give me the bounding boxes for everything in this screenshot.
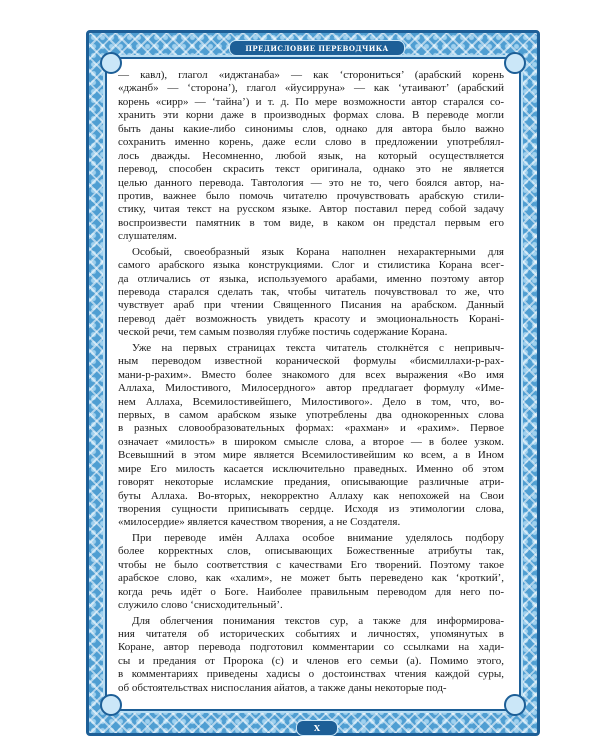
text-line: сохранить именно корень, даже если слово в предложении употреблял- — [118, 136, 504, 149]
text-line: ным переводом известной коранической формулы «бисмиллахи-р-рах- — [118, 355, 504, 368]
text-line: сы и предания от Пророка (с) и членов его семьи (а). Помимо этого, — [118, 654, 504, 667]
page-number: X — [313, 723, 321, 733]
text-line: мани-р-рахим». Вместо более знакомого для всех выражения «Во имя — [118, 368, 504, 381]
text-line: буты Аллаха. Во-вторых, некорректно Аллаху как непохожей на Свои — [118, 489, 504, 502]
text-line: когда речь идёт о Боге. Наиболее правильным переводом для него по- — [118, 585, 504, 598]
text-line: лось дважды. Несомненно, любой язык, на который осуществляется — [118, 149, 504, 162]
text-line: слушателям. — [118, 230, 177, 243]
text-line: служило слово ‘снисходительный’. — [118, 599, 283, 612]
text-line: означает «милость» в широком смысле слова, а второе — в более узком. — [118, 435, 504, 448]
corner-ornament — [504, 52, 526, 74]
paragraph — [118, 532, 504, 613]
text-line: корень «сирр» — ‘тайна’) и т. д. По мере возможности автор старался со- — [118, 95, 504, 108]
text-line: Уже на первых страницах текста читатель столкнётся с непривыч- — [132, 341, 504, 354]
running-header — [229, 40, 405, 56]
text-line: об обстоятельствах ниспослания айатов, а также даны некоторые под- — [118, 681, 447, 694]
text-line: творения сущности приписывать сердце. Исходя из этимологии слова, — [118, 503, 504, 515]
text-line: целью данного перевода. Тавтология — это не то, чего боялся автор, на- — [118, 176, 504, 189]
text-line: Особый, своеобразный язык Корана наполнен нехарактерными для — [132, 245, 504, 258]
text-line: перевода старался сделать так, чтобы читатель почувствовал то же, что — [118, 286, 504, 298]
paragraph — [118, 246, 504, 340]
text-line: самого арабского языка конструкциями. Слог и стилистика Корана всег- — [118, 259, 504, 272]
text-line: да отличались от языка, используемого арабами, именно поэтому автор — [118, 272, 504, 285]
text-line: чувствует араб при чтении Священного Писания на арабском. Данный — [118, 299, 504, 312]
paragraph — [118, 69, 504, 244]
text-line: в разных словообразовательных формах: «рахман» и «рахим». Первое — [118, 422, 504, 435]
text-line: нем Аллаха, Всемилостивейшего, Милостивого». Дело в том, что, во- — [118, 395, 504, 408]
text-line: в комментариях приведены хадисы о достоинствах чтения каждой суры, — [118, 668, 504, 681]
text-line: перевод даёт возможность увидеть красоту и эмоциональность Коранi- — [118, 312, 504, 325]
text-line: хранить эти корни даже в производных формах слова. В переводе могли — [118, 109, 504, 122]
text-line: быть даны какие-либо синонимы слов, однако для автора было важно — [118, 122, 504, 135]
text-line: мире Его милость касается исключительно праведных. Именно об этом — [118, 462, 504, 475]
text-line: чтобы не было соответствия с качествами Его творений. Поэтому такое — [118, 558, 504, 571]
text-line: ния читателя об исторических событиях и личностях, упомянутых в — [118, 627, 504, 640]
paragraph — [118, 615, 504, 696]
text-line: против, важнее было помочь читателю прочувствовать арабскую стили- — [118, 189, 504, 202]
text-line: «милосердие» является качеством творения, а не Создателя. — [118, 516, 401, 529]
text-line: стику, читая текст на русском языке. Автор поставил перед собой задачу — [118, 203, 504, 216]
running-header-title: ПРЕДИСЛОВИЕ ПЕРЕВОДЧИКА — [245, 43, 389, 53]
text-line: ческой речи, тем самым позволяя глубже постичь содержание Корана. — [118, 326, 448, 339]
corner-ornament — [504, 694, 526, 716]
page-number-badge — [296, 720, 338, 736]
body-text — [118, 69, 504, 697]
text-line: Для облегчения понимания текстов сур, а также для информирова- — [132, 614, 504, 627]
text-line: воспроизвести памятник в том виде, в каком он предстал первым его — [118, 216, 504, 229]
text-line: — кавл), глагол «иджтанаба» — как ‘сторониться’ (арабский корень — [118, 69, 504, 81]
corner-ornament — [100, 694, 122, 716]
text-line: Всевышний в этом мире является Всемилостивейшим ко всем, а в Ином — [118, 449, 504, 462]
text-line: Аллаха, Милостивого, Милосердного» автор предлагает формулу «Имe- — [118, 382, 504, 395]
text-line: более корректных слов, описывающих Божественные атрибуты так, — [118, 545, 504, 558]
text-line: При переводе имён Аллаха особое внимание уделялось подбору — [132, 531, 504, 544]
text-line: Коране, автор перевода подготовил комментарии со ссылками на хади- — [118, 641, 504, 654]
paragraph — [118, 342, 504, 530]
text-line: говорят некоторые исламские предания, описывающие различные атри- — [118, 476, 504, 489]
text-line: первых, в самом арабском языке употреблены два однокоренных слова — [118, 408, 504, 421]
text-line: «джанб» — ‘сторона’), глагол «йусирруна» — как ‘утаивают’ (арабский — [118, 82, 504, 95]
text-line: арабское слово, как «халим», не может быть переведено как ‘кроткий’, — [118, 572, 504, 585]
text-line: перевод, способен скрасить текст оригинала, однако это не является — [118, 163, 504, 176]
